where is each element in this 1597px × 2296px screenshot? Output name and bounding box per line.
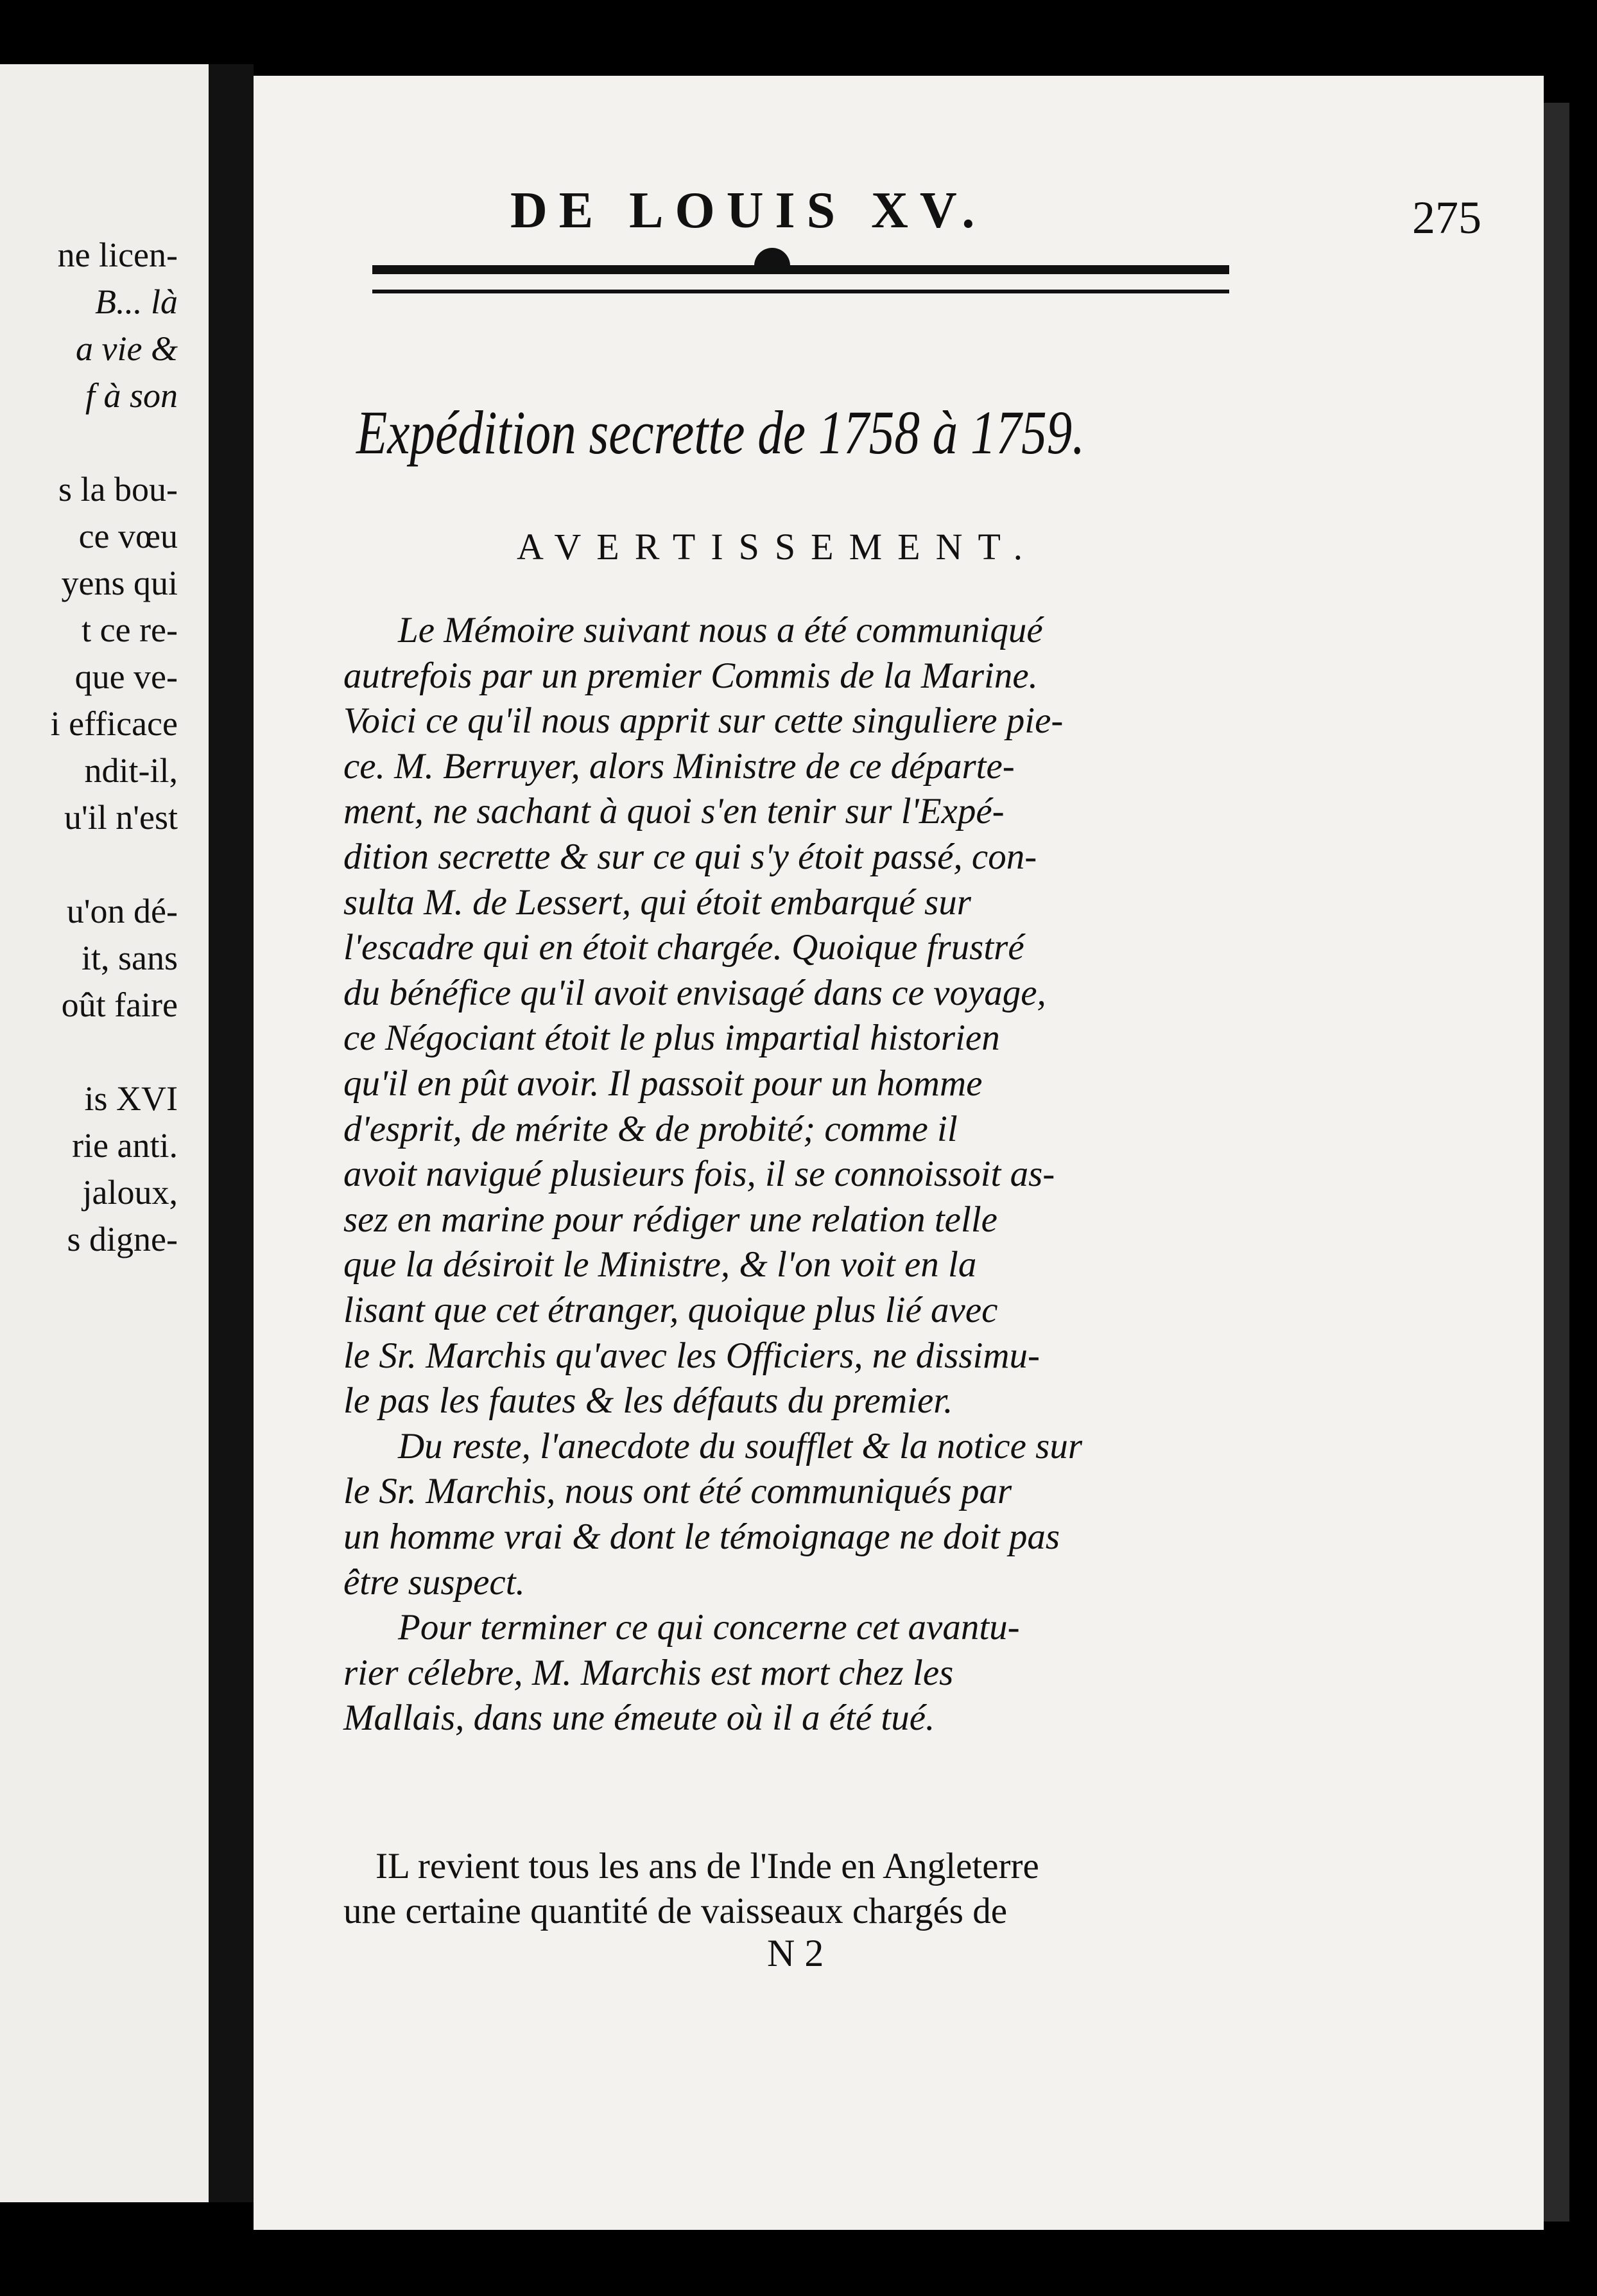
body-line: Le Mémoire suivant nous a été communiqué [398, 610, 1043, 650]
body-line: Voici ce qu'il nous apprit sur cette singuliere pie- [343, 700, 1064, 742]
left-page-line: t ce re- [82, 611, 178, 649]
left-page-line: ne licen- [57, 236, 178, 274]
left-page-line: a vie & [76, 329, 178, 368]
body-line: ce. M. Berruyer, alors Ministre de ce départe- [343, 745, 1015, 787]
body-line: l'escadre qui en étoit chargée. Quoique frustré [343, 927, 1024, 968]
left-page-line: yens qui [61, 564, 178, 602]
body-line: dition secrette & sur ce qui s'y étoit passé, con- [343, 837, 1037, 877]
body-line: le pas les fautes & les défauts du premier. [343, 1380, 953, 1422]
left-page-line: B... là [95, 283, 178, 321]
body-line: ce Négociant étoit le plus impartial historien [343, 1018, 1000, 1059]
body-line: que la désiroit le Ministre, & l'on voit en la [343, 1244, 977, 1285]
body-line: Pour terminer ce qui concerne cet avantu- [398, 1607, 1020, 1648]
left-page-line: i efficace [50, 704, 178, 743]
left-page-line: jaloux, [82, 1173, 178, 1212]
left-page [0, 64, 209, 2202]
left-page-line: u'il n'est [64, 798, 178, 837]
right-page [254, 76, 1544, 2230]
notice-heading: AVERTISSEMENT. [517, 526, 1039, 568]
left-page-line: rie anti. [72, 1126, 178, 1165]
body-line: Du reste, l'anecdote du soufflet & la notice sur [398, 1425, 1082, 1466]
head-ornament [754, 248, 790, 267]
left-page-line: que ve- [74, 657, 178, 696]
left-page-line: ce vœu [78, 517, 178, 555]
body-line: ment, ne sachant à quoi s'en tenir sur l'Expé- [343, 791, 1005, 832]
running-head-title: DE LOUIS XV. [510, 182, 987, 239]
body-line: qu'il en pût avoir. Il passoit pour un homme [343, 1063, 983, 1104]
left-page-line: s la bou- [58, 470, 178, 509]
body-line: sez en marine pour rédiger une relation telle [343, 1199, 997, 1240]
head-rule-thin [372, 290, 1229, 293]
left-page-line: u'on dé- [66, 892, 178, 930]
body-line: autrefois par un premier Commis de la Marine. [343, 655, 1038, 696]
body-line: lisant que cet étranger, quoique plus lié avec [343, 1290, 998, 1330]
body-line: Mallais, dans une émeute où il a été tué. [343, 1698, 935, 1739]
left-page-line: oût faire [61, 986, 178, 1024]
body-line: sulta M. de Lessert, qui étoit embarqué sur [343, 882, 971, 923]
body-line: un homme vrai & dont le témoignage ne doit pas [343, 1517, 1060, 1557]
body-line: IL revient tous les ans de l'Inde en Angleterre [376, 1846, 1039, 1886]
body-line: une certaine quantité de vaisseaux chargés de [343, 1891, 1007, 1931]
body-line: d'esprit, de mérite & de probité; comme il [343, 1108, 958, 1149]
body-line: du bénéfice qu'il avoit envisagé dans ce voyage, [343, 972, 1046, 1013]
body-line: être suspect. [343, 1561, 525, 1603]
body-line: le Sr. Marchis, nous ont été communiqués par [343, 1471, 1012, 1512]
body-line: avoit navigué plusieurs fois, il se connoissoit as- [343, 1154, 1055, 1195]
left-page-line: is XVI [84, 1079, 178, 1118]
left-page-line: s digne- [67, 1220, 178, 1258]
page-edge [1544, 103, 1569, 2222]
left-page-line: it, sans [81, 939, 178, 977]
signature-mark: N 2 [767, 1932, 824, 1974]
left-page-line: ndit-il, [84, 751, 178, 790]
body-line: le Sr. Marchis qu'avec les Officiers, ne dissimu- [343, 1335, 1040, 1376]
book-gutter [209, 64, 254, 2202]
page-number: 275 [1412, 192, 1481, 243]
left-page-line: f à son [85, 376, 178, 415]
section-heading: Expédition secrette de 1758 à 1759. [356, 398, 1085, 467]
body-line: rier célebre, M. Marchis est mort chez les [343, 1652, 954, 1693]
head-rule-thick [372, 265, 1229, 274]
